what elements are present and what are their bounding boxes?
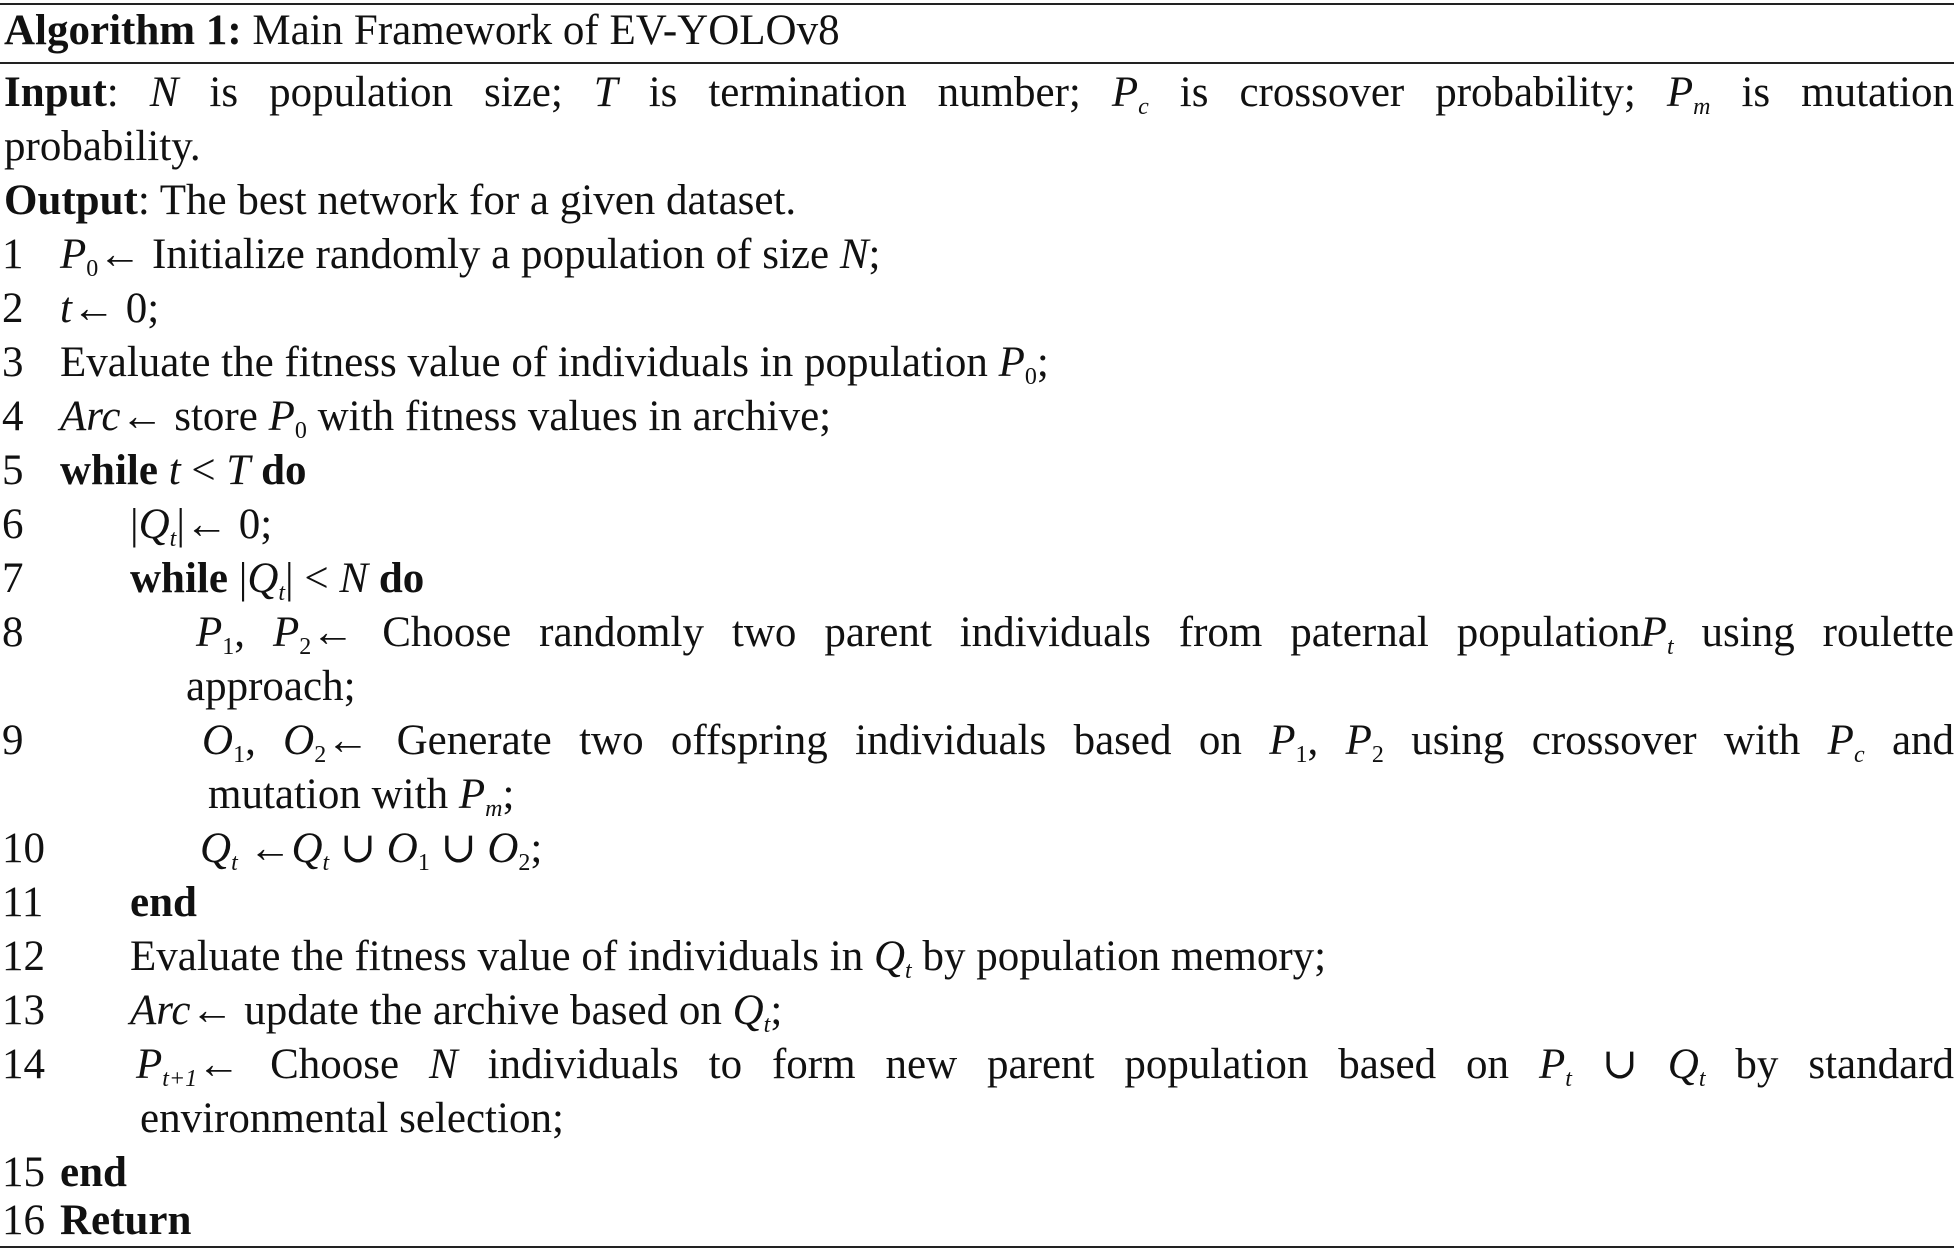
line-number: 3 xyxy=(2,339,24,386)
line-number: 12 xyxy=(2,933,45,980)
output-text: : The best network for a given dataset. xyxy=(137,177,797,224)
algorithm-box: Algorithm 1: Main Framework of EV-YOLOv8 Input: N is population size; T is termination number; $P_c$ is crossover probability; $P_m$ is mutation probability. Output: The best network for a given dataset. 1 $P_0\leftarrow$ Initialize randomly a population of size N; 2 t← 0; 3 Evaluate the fitness value of individuals in population $P_0$; 4 Arc← store $P_0$ with fitness values in archive; 5 while t < T do 6 $|Q_t|\leftarrow$ 0; 7 while $|Q_t| < N$ do 8 $P_1$, $P_2\leftarrow$ Choose randomly two parent individuals from paternal populationP$_t$ using roulette approach; 9 $O_1$, $O_2\leftarrow$ Generate two offspring individuals based on $P_1$, $P_2$ using crossover with $P_c$ and mutation with $P_m$; 10 $Q_t$ $\leftarrow Q_t$ ∪ $O_1$ ∪ $O_2$; 11 end 12 Evaluate the fitness value of individuals in $Q_t$ by population memory; 13 Arc← update the archive based on $Q_t$; 14 $P_{t+1}\leftarrow$ Choose N individuals to form new parent population based on $P_t$ ∪ $Q_t$ by standard environmental selection; 15 end 16 Return xyxy=(0,0,1954,1254)
line-number: 1 xyxy=(2,231,24,278)
line-number: 4 xyxy=(2,393,24,440)
line-number: 10 xyxy=(2,825,45,872)
line-number: 13 xyxy=(2,987,45,1034)
line-number: 15 xyxy=(2,1149,45,1196)
input-label: Input xyxy=(4,69,107,116)
line-number: 7 xyxy=(2,555,24,602)
line-number: 5 xyxy=(2,447,24,494)
algorithm-label: Algorithm 1: xyxy=(4,7,242,54)
line-number: 11 xyxy=(2,879,44,926)
line-number: 16 xyxy=(2,1197,45,1244)
bottom-rule xyxy=(0,1246,1954,1248)
line-number: 8 xyxy=(2,609,24,656)
input-text: Input: N is population size; T is termination number; $P_c$ is crossover probability; $P_m$ is mutation xyxy=(4,69,1954,120)
line-number: 6 xyxy=(2,501,24,548)
line-number: 14 xyxy=(2,1041,45,1088)
output-label: Output xyxy=(4,177,138,224)
line-number: 9 xyxy=(2,717,24,764)
line-number: 2 xyxy=(2,285,24,332)
algorithm-title: Main Framework of EV-YOLOv8 xyxy=(252,7,840,54)
header-rule xyxy=(0,62,1954,64)
